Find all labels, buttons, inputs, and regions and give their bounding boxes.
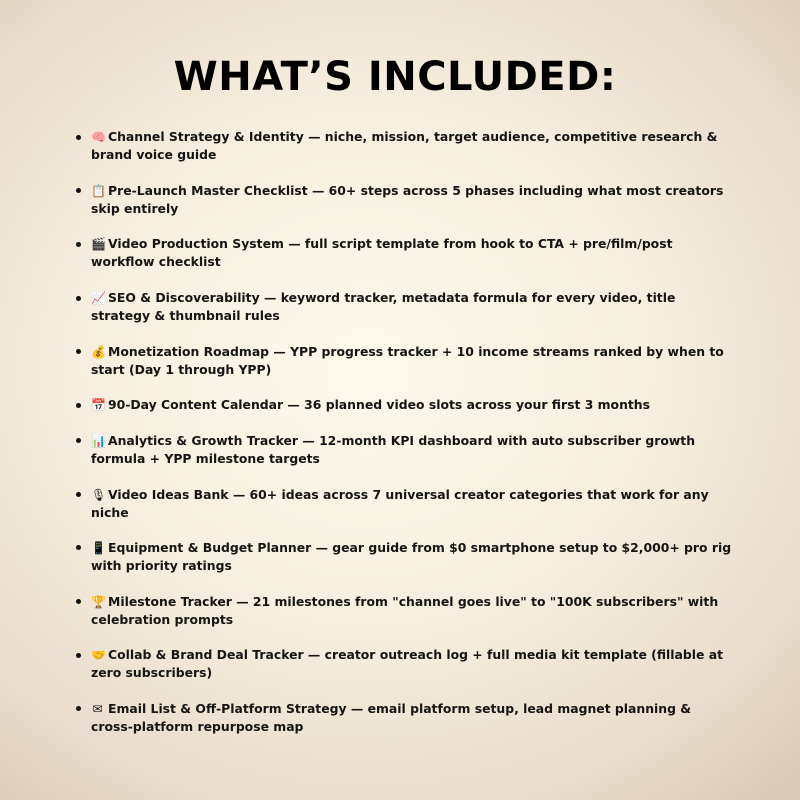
list-item (72, 235, 732, 271)
envelope-icon: ✉ (92, 701, 103, 716)
list-item-text: Video Production System — full script template from hook to CTA + pre/film/post workflow checklist (91, 236, 673, 270)
list-item-text: Pre-Launch Master Checklist — 60+ steps across 5 phases including what most creators skip entirely (91, 182, 724, 216)
list-item (72, 343, 732, 379)
bullet-dot (76, 349, 81, 354)
list-item-text: 90-Day Content Calendar — 36 planned video slots across your first 3 months (108, 397, 651, 413)
list-item-text: Monetization Roadmap — YPP progress tracker + 10 income streams ranked by when to start (Day 1 through YPP) (91, 343, 724, 377)
smartphone-icon: 📱 (91, 540, 106, 555)
chart-increasing-icon: 📈 (91, 291, 106, 306)
list-item (72, 182, 732, 218)
money-bag-icon: 💰 (91, 344, 106, 359)
list-item (72, 396, 732, 414)
bullet-dot (76, 653, 81, 658)
bullet-dot (76, 296, 81, 301)
list-item (72, 432, 732, 468)
microphone-icon: 🎙 (91, 487, 107, 502)
bullet-dot (76, 403, 81, 408)
calendar-icon: 📅 (91, 398, 106, 413)
list-item (72, 486, 732, 522)
list-item-text: Collab & Brand Deal Tracker — creator outreach log + full media kit template (fillable at zero subscribers) (91, 647, 723, 681)
list-item (72, 700, 732, 736)
list-item-text: SEO & Discoverability — keyword tracker, metadata formula for every video, title strategy & thumbnail rules (91, 290, 676, 324)
trophy-icon: 🏆 (91, 594, 106, 609)
list-item (72, 539, 732, 575)
list-item (72, 593, 732, 629)
brain-icon: 🧠 (91, 130, 106, 144)
bullet-dot (76, 188, 81, 193)
bullet-dot (76, 492, 81, 497)
list-item-text: Equipment & Budget Planner — gear guide from $0 smartphone setup to $2,000+ pro rig with priority ratings (91, 539, 732, 573)
list-item-text: Channel Strategy & Identity — niche, mission, target audience, competitive research & brand voice guide (91, 129, 718, 162)
list-item-text: Analytics & Growth Tracker — 12-month KPI dashboard with auto subscriber growth formula + YPP milestone targets (91, 432, 696, 466)
handshake-icon: 🤝 (91, 648, 106, 663)
list-item-text: Milestone Tracker — 21 milestones from "channel goes live" to "100K subscribers" with celebration prompts (91, 593, 719, 627)
bullet-dot (76, 706, 81, 711)
bullet-dot (76, 242, 81, 247)
bullet-dot (76, 438, 81, 443)
list-item-text: Email List & Off-Platform Strategy — email platform setup, lead magnet planning & cross-platform repurpose map (91, 700, 692, 734)
clipboard-icon: 📋 (91, 183, 106, 198)
list-item (72, 289, 732, 325)
list-item (72, 646, 732, 682)
bullet-dot (76, 599, 81, 604)
included-list (72, 128, 732, 754)
bar-chart-icon: 📊 (91, 433, 106, 448)
list-item (72, 128, 732, 164)
bullet-dot (76, 545, 81, 550)
list-item-text: Video Ideas Bank — 60+ ideas across 7 universal creator categories that work for any niche (91, 486, 709, 520)
clapper-board-icon: 🎬 (91, 237, 106, 252)
bullet-dot (76, 135, 81, 140)
page-title: WHAT’S INCLUDED: (173, 54, 617, 100)
